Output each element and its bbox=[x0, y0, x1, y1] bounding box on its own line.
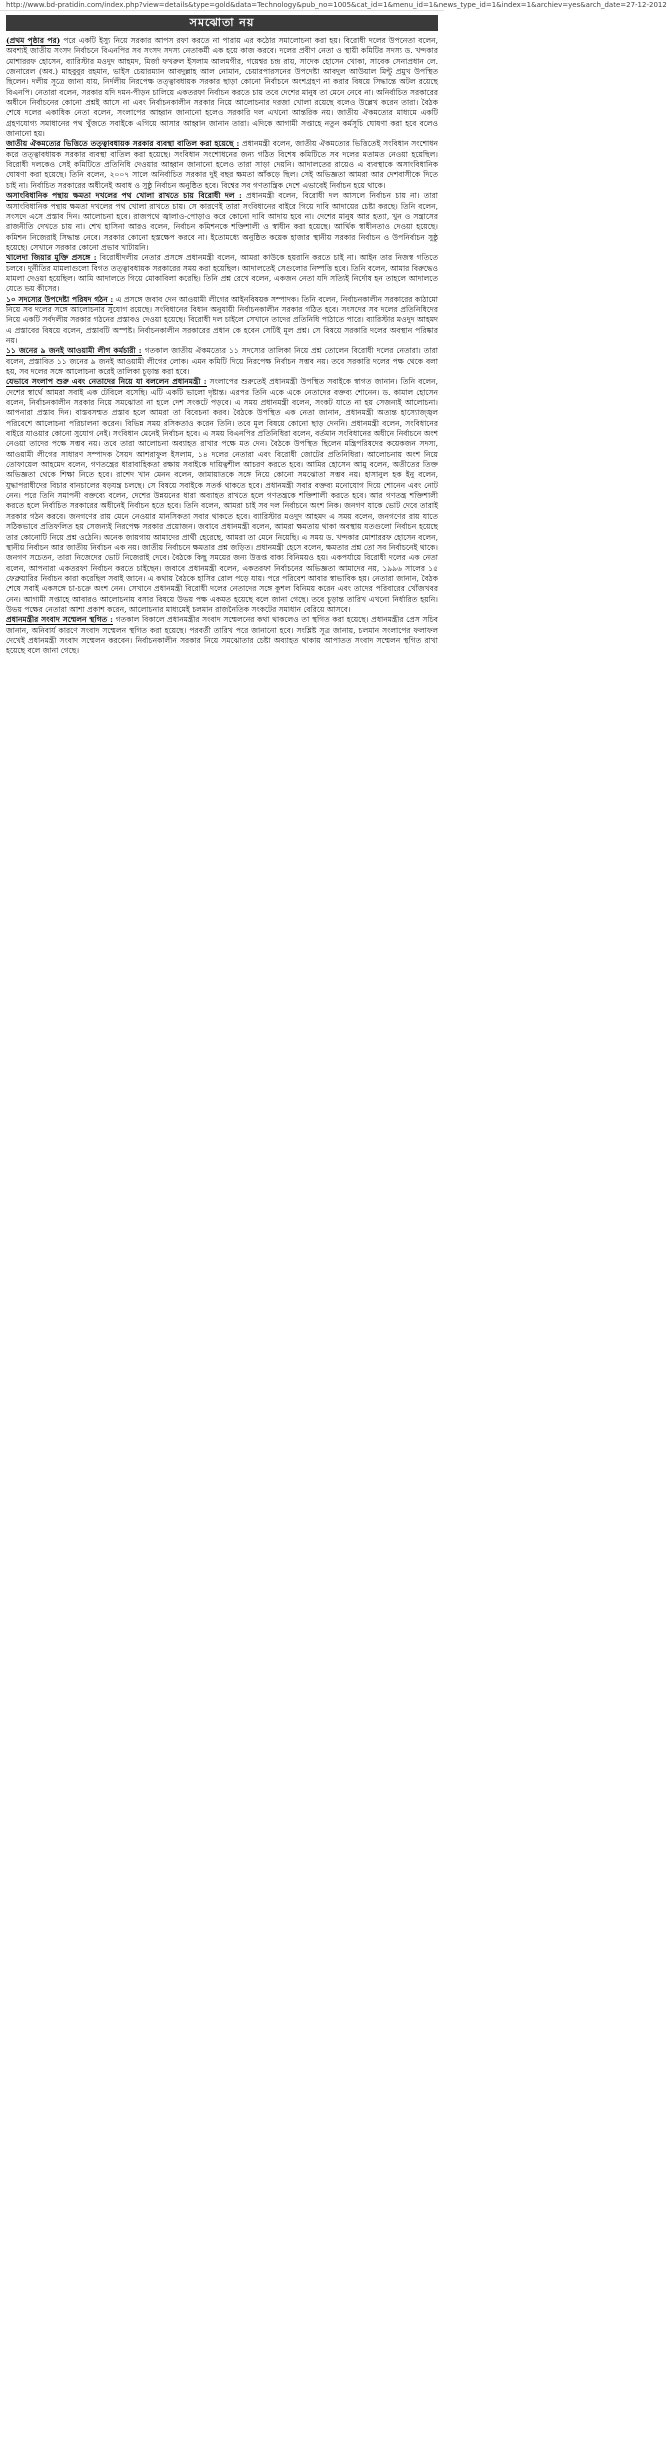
section-4 bbox=[6, 295, 438, 347]
section-3 bbox=[6, 253, 438, 294]
section-heading: অসাংবিধানিক পন্থায় ক্ষমতা দখলের পথ খোলা রাখতে চায় বিরোধী দল : bbox=[6, 191, 242, 201]
section-heading: খালেদা জিয়ার মুক্তি প্রসঙ্গে : bbox=[6, 253, 97, 263]
section-text: বিরোধীদলীয় নেতার প্রসঙ্গে প্রধানমন্ত্রী বলেন, আমরা কাউকে হয়রানি করতে চাই না। আইন তার নিজস্ব গতিতে চলবে। দুর্নীতির মামলাগুলো বিগত তত্ত্বাবধায়ক সরকারের সময় করা হয়েছিল। আদালতেই সেগুলোর নিষ্পত্তি হবে। তিনি বলেন, আমার বিরুদ্ধেও মামলা দেওয়া হয়েছিল। আমি আদালতে গিয়ে মোকাবিলা করেছি। তিনি প্রশ্ন রেখে বলেন, একজন নেতা যদি সত্যিই নির্দোষ হন তাহলে আদালতে যেতে ভয় কীসের। bbox=[6, 253, 438, 294]
section-heading: প্রধানমন্ত্রীর সংবাদ সম্মেলন স্থগিত : bbox=[6, 615, 113, 625]
section-text: প্রধানমন্ত্রী বলেন, বিরোধী দল আসলে নির্বাচন চায় না। তারা অসাংবিধানিক পন্থায় ক্ষমতা দখলের পথ খোলা রাখতে চায়। সে কারণেই তারা সংবিধানের বাইরে গিয়ে দাবি আদায়ের চেষ্টা করছে। তিনি বলেন, সংসদে এসে প্রস্তাব দিন। আলোচনা হবে। রাজপথে জ্বালাও-পোড়াও করে কোনো দাবি আদায় হবে না। দেশের মানুষ আর হত্যা, খুন ও সন্ত্রাসের রাজনীতি দেখতে চায় না। শেখ হাসিনা আরও বলেন, নির্বাচন কমিশনকে শক্তিশালী ও স্বাধীন করা হয়েছে। আর্থিক স্বাধীনতাও দেওয়া হয়েছে। কমিশন নিজেরাই সিদ্ধান্ত নেবে। সরকার কোনো হস্তক্ষেপ করবে না। ইতোমধ্যে অনুষ্ঠিত কয়েক হাজার স্থানীয় সরকার নির্বাচন ও উপনির্বাচন সুষ্ঠু হয়েছে। সেখানে সরকার কোনো প্রভাব খাটায়নি। bbox=[6, 191, 438, 252]
section-text: সংলাপের শুরুতেই প্রধানমন্ত্রী উপস্থিত সবাইকে স্বাগত জানান। তিনি বলেন, দেশের স্বার্থে আমরা সবাই এক টেবিলে বসেছি। এটি একটি ভালো দৃষ্টান্ত। এরপর তিনি একে একে নেতাদের বক্তব্য শোনেন। ড. কামাল হোসেন বলেন, নির্বাচনকালীন সরকার নিয়ে সমঝোতা না হলে দেশ সংকটে পড়বে। এ সময় প্রধানমন্ত্রী বলেন, সংকট যাতে না হয় সেজন্যই আলোচনা। আপনারা প্রস্তাব দিন। বাস্তবসম্মত প্রস্তাব হলে আমরা তা বিবেচনা করব। বৈঠকে উপস্থিত এক নেতা জানান, প্রধানমন্ত্রী অত্যন্ত হাস্যোজ্জ্বল পরিবেশে আলোচনা পরিচালনা করেন। বিভিন্ন সময় রসিকতাও করেন তিনি। তবে মূল বিষয়ে কোনো ছাড় দেননি। প্রধানমন্ত্রী বলেন, সংবিধানের বাইরে যাওয়ার কোনো সুযোগ নেই। সংবিধান মেনেই নির্বাচন হবে। এ সময় বিএনপির প্রতিনিধিরা বলেন, বর্তমান সংবিধানের অধীনে নির্বাচনে অংশ নেওয়া তাদের পক্ষে সম্ভব নয়। তবে তারা আলোচনা অব্যাহত রাখার পক্ষে মত দেন। বৈঠকে উপস্থিত ছিলেন মন্ত্রিপরিষদের কয়েকজন সদস্য, আওয়ামী লীগের সাধারণ সম্পাদক সৈয়দ আশরাফুল ইসলাম, ১৪ দলের নেতারা এবং বিরোধী জোটের প্রতিনিধিরা। আলোচনায় অংশ নিয়ে তোফায়েল আহমেদ বলেন, গণতন্ত্রের ধারাবাহিকতা রক্ষায় সবাইকে দায়িত্বশীল আচরণ করতে হবে। আমির হোসেন আমু বলেন, অতীতের তিক্ত অভিজ্ঞতা থেকে শিক্ষা নিতে হবে। রাশেদ খান মেনন বলেন, জামায়াতকে সঙ্গে নিয়ে কোনো সমঝোতা সম্ভব নয়। হাসানুল হক ইনু বলেন, যুদ্ধাপরাধীদের বিচার বানচালের ষড়যন্ত্র চলছে। সে বিষয়ে সবাইকে সতর্ক থাকতে হবে। প্রধানমন্ত্রী সবার বক্তব্য মনোযোগ দিয়ে শোনেন এবং নোট নেন। পরে তিনি সমাপনী বক্তব্যে বলেন, দেশের উন্নয়নের ধারা অব্যাহত রাখতে হলে গণতন্ত্রকে শক্তিশালী করতে হবে। আর গণতন্ত্র শক্তিশালী করতে হলে নির্বাচিত সরকারের অধীনেই নির্বাচন হতে হবে। তিনি বলেন, আমরা চাই সব দল নির্বাচনে অংশ নিক। জনগণ যাকে ভোট দেবে তারাই সরকার গঠন করবে। জনগণের রায় মেনে নেওয়ার মানসিকতা সবার থাকতে হবে। ব্যারিস্টার মওদুদ আহমদ এ সময় বলেন, জনগণের রায় যাতে সঠিকভাবে প্রতিফলিত হয় সেজন্যই নিরপেক্ষ সরকার প্রয়োজন। জবাবে প্রধানমন্ত্রী বলেন, আমরা ক্ষমতায় থাকা অবস্থায় যতগুলো নির্বাচন হয়েছে তার কোনোটি নিয়ে প্রশ্ন ওঠেনি। অনেক জায়গায় আমাদের প্রার্থী হেরেছে, আমরা তা মেনে নিয়েছি। এ সময় ড. খন্দকার মোশাররফ হোসেন বলেন, স্থানীয় নির্বাচন আর জাতীয় নির্বাচন এক নয়। জাতীয় নির্বাচনে ক্ষমতার প্রশ্ন জড়িত। প্রধানমন্ত্রী হেসে বলেন, ক্ষমতার প্রশ্ন তো সব নির্বাচনেই থাকে। জনগণ সচেতন, তারা নিজেদের ভোট নিজেরাই দেবে। বৈঠকে কিছু সময়ের জন্য উত্তপ্ত বাক্য বিনিময়ও হয়। একপর্যায়ে বিরোধী দলের এক নেতা বলেন, আপনারা একতরফা নির্বাচন করতে চাইছেন। জবাবে প্রধানমন্ত্রী বলেন, একতরফা নির্বাচনের অভিজ্ঞতা আমাদের নয়, ১৯৯৬ সালের ১৫ ফেব্রুয়ারির নির্বাচন কারা করেছিল সবাই জানে। এ কথায় বৈঠকে হাসির রোল পড়ে যায়। পরে পরিবেশ আবার স্বাভাবিক হয়। নেতারা জানান, বৈঠক শেষে সবাই একসঙ্গে চা-চক্রে অংশ নেন। সেখানে প্রধানমন্ত্রী বিরোধী দলের নেতাদের সঙ্গে কুশল বিনিময় করেন এবং তাদের পরিবারের খোঁজখবর নেন। আগামী সপ্তাহে আবারও আলোচনায় বসার বিষয়ে উভয় পক্ষ একমত হয়েছে বলে জানা গেছে। তবে চূড়ান্ত তারিখ এখনো নির্ধারিত হয়নি। উভয় পক্ষের নেতারা আশা প্রকাশ করেন, আলোচনার মাধ্যমেই চলমান রাজনৈতিক সংকটের সমাধান বেরিয়ে আসবে। bbox=[6, 377, 439, 614]
section-heading: ১১ জনের ৯ জনই আওয়ামী লীগ কর্মচারী : bbox=[6, 346, 142, 356]
section-0 bbox=[6, 36, 438, 139]
section-1 bbox=[6, 139, 438, 191]
section-text: গতকাল বিকালে প্রধানমন্ত্রীর সংবাদ সম্মেলনের কথা থাকলেও তা স্থগিত করা হয়েছে। প্রধানমন্ত্রীর প্রেস সচিব জানান, অনিবার্য কারণে সংবাদ সম্মেলন স্থগিত করা হয়েছে। পরবর্তী তারিখ পরে জানানো হবে। সংশ্লিষ্ট সূত্র জানায়, চলমান সংলাপের ফলাফল দেখেই প্রধানমন্ত্রী সংবাদ সম্মেলন করবেন। নির্বাচনকালীন সরকার নিয়ে সমঝোতার চেষ্টা অব্যাহত থাকায় আপাতত সংবাদ সম্মেলন স্থগিত রাখা হয়েছে বলে জানা গেছে। bbox=[6, 615, 438, 656]
section-heading: (প্রথম পৃষ্ঠার পর) bbox=[6, 36, 61, 45]
section-5 bbox=[6, 346, 438, 377]
section-heading: জাতীয় ঐকমত্যের ভিত্তিতে তত্ত্বাবধায়ক সরকার ব্যবস্থা বাতিল করা হয়েছে : bbox=[6, 139, 240, 149]
section-7 bbox=[6, 615, 438, 656]
source-url: http://www.bd-pratidin.com/index.php?view=details&type=gold&data=Technology&pub_no=1005&cat_id=1&menu_id=1&news_type_id=1&index=1&archiev=yes&arch_date=27-12-2012 bbox=[0, 0, 444, 11]
section-text: গতকাল জাতীয় ঐকমত্যের ১১ সদস্যের তালিকা নিয়ে প্রশ্ন তোলেন বিরোধী দলের নেতারা। তারা বলেন, প্রস্তাবিত ১১ জনের ৯ জনই আওয়ামী লীগের লোক। এমন কমিটি দিয়ে নিরপেক্ষ নির্বাচন সম্ভব নয়। তবে সরকারি দলের পক্ষ থেকে বলা হয়, সব দলের সঙ্গে আলোচনা করেই তালিকা চূড়ান্ত করা হবে। bbox=[6, 346, 438, 376]
section-6 bbox=[6, 377, 438, 615]
section-text: এ প্রসঙ্গে জবাব দেন আওয়ামী লীগের আইনবিষয়ক সম্পাদক। তিনি বলেন, নির্বাচনকালীন সরকারের কাঠামো নিয়ে সব দলের সঙ্গে আলোচনার সুযোগ রয়েছে। সংবিধানের বিধান অনুযায়ী নির্বাচনকালীন সরকার গঠিত হবে। সংসদের সব দলের প্রতিনিধিদের নিয়ে একটি সর্বদলীয় সরকার গঠনের প্রস্তাবও দেওয়া হয়েছে। বিরোধী দল চাইলে সেখানে তাদের প্রতিনিধি পাঠাতে পারে। ব্যারিস্টার মওদুদ আহমদ এ প্রস্তাবের বিষয়ে বলেন, প্রস্তাবটি অস্পষ্ট। নির্বাচনকালীন সরকারের প্রধান কে হবেন সেটিই মূল প্রশ্ন। সে বিষয়ে সরকারি দলের অবস্থান পরিষ্কার নয়। bbox=[6, 294, 438, 345]
section-2 bbox=[6, 191, 438, 253]
article-body bbox=[6, 36, 438, 2448]
section-text: পরে একটি ইস্যু নিয়ে সরকার আপস রফা করতে না পারায় এর কঠোর সমালোচনা করা হয়। বিরোধী দলের উপনেতা বলেন, অবশ্যই জাতীয় সংসদ নির্বাচনে বিএনপির সব সংসদ সদস্য নেতাকর্মী এক হয়ে কাজ করবে। দলের প্রবীণ নেতা ও স্থায়ী কমিটির সদস্য ড. খন্দকার মোশাররফ হোসেন, ব্যারিস্টার মওদুদ আহমদ, মির্জা ফখরুল ইসলাম আলমগীর, গয়েশ্বর চন্দ্র রায়, সাদেক হোসেন খোকা, সাবেক সেনাপ্রধান লে. জেনারেল (অব.) মাহবুবুর রহমান, ভাইস চেয়ারম্যান আবদুল্লাহ আল নোমান, চেয়ারপারসনের উপদেষ্টা আবদুল আউয়াল মিন্টু প্রমুখ উপস্থিত ছিলেন। দলীয় সূত্রে জানা যায়, নির্দলীয় নিরপেক্ষ তত্ত্বাবধায়ক সরকার ছাড়া কোনো নির্বাচনে অংশগ্রহণ না করার বিষয়ে সিদ্ধান্তে অটল রয়েছে বিএনপি। নেতারা বলেন, সরকার যদি দমন-পীড়ন চালিয়ে একতরফা নির্বাচন করতে চায় তবে দেশের মানুষ তা মেনে নেবে না। অনির্বাচিত সরকারের অধীনে নির্বাচনের কোনো প্রশ্নই আসে না এবং নির্বাচনকালীন সরকার নিয়ে আলোচনার দরজা খোলা রয়েছে বলেও উল্লেখ করেন তারা। বৈঠক শেষে দলের একাধিক নেতা বলেন, সংলাপের আহ্বান জানানো হলেও সরকারি দল এখনো আন্তরিক নয়। জাতীয় ঐকমত্যের মাধ্যমে একটি গ্রহণযোগ্য সমাধানের পথ খুঁজতে সবাইকে এগিয়ে আসার আহ্বান জানান তারা। এদিকে আগামী সপ্তাহে নতুন কর্মসূচি ঘোষণা করা হবে বলেও জানানো হয়। bbox=[6, 36, 439, 139]
section-heading: ১০ সদস্যের উপদেষ্টা পরিষদ গঠন : bbox=[6, 294, 114, 304]
section-text: প্রধানমন্ত্রী বলেন, জাতীয় ঐকমত্যের ভিত্তিতেই সংবিধান সংশোধন করে তত্ত্বাবধায়ক সরকার ব্যবস্থা বাতিল করা হয়েছে। সংবিধান সংশোধনের জন্য গঠিত বিশেষ কমিটিতে সব দলের মতামত নেওয়া হয়েছিল। বিরোধী দলকেও সেই কমিটিতে প্রতিনিধি দেওয়ার আহ্বান জানানো হলেও তারা সাড়া দেয়নি। আদালতের রায়েও এ ব্যবস্থাকে অসাংবিধানিক ঘোষণা করা হয়েছে। তিনি বলেন, ২০০৭ সালে অনির্বাচিত সরকার দুই বছর ক্ষমতা আঁকড়ে ছিল। সেই অভিজ্ঞতা আমরা আর দেশবাসীকে দিতে চাই না। নির্বাচিত সরকারের অধীনেই অবাধ ও সুষ্ঠু নির্বাচন অনুষ্ঠিত হবে। বিশ্বের সব গণতান্ত্রিক দেশে এভাবেই নির্বাচন হয়ে থাকে। bbox=[6, 139, 438, 190]
section-heading: যেভাবে সংলাপ শুরু এবং নেতাদের নিয়ে যা বললেন প্রধানমন্ত্রী : bbox=[6, 377, 207, 387]
headline: সমঝোতা নয় bbox=[6, 15, 438, 31]
